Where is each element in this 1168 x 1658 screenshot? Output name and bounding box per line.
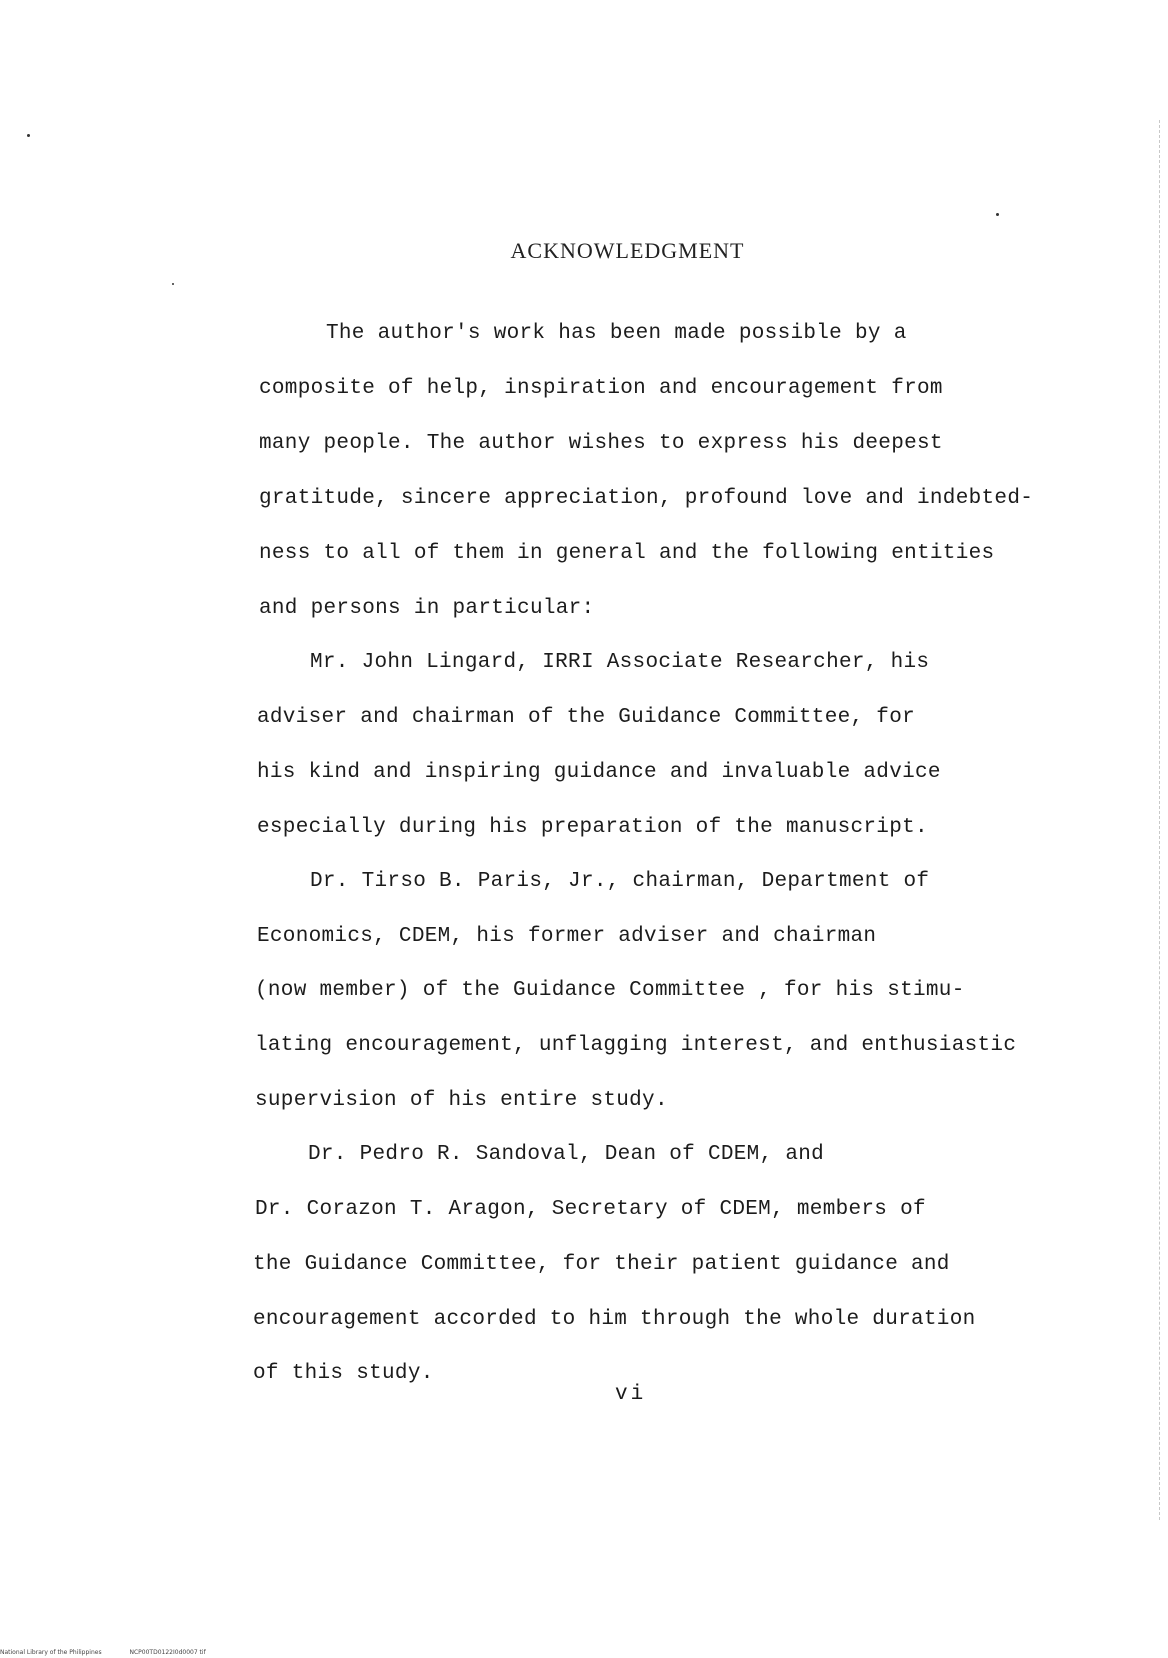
body-line: (now member) of the Guidance Committee , for his stimu- xyxy=(255,979,965,1002)
body-line: encouragement accorded to him through the whole duration xyxy=(253,1308,976,1331)
footer-code: NCP00TD0122I0d0007 tif xyxy=(129,1649,206,1656)
body-line: The author's work has been made possible by a xyxy=(326,322,907,345)
body-line: the Guidance Committee, for their patient guidance and xyxy=(253,1253,950,1276)
body-line: many people. The author wishes to express his deepest xyxy=(259,432,943,455)
speck xyxy=(996,213,999,216)
body-line: and persons in particular: xyxy=(259,597,595,620)
scan-footer xyxy=(0,1649,206,1656)
body-line: gratitude, sincere appreciation, profound love and indebted- xyxy=(259,487,1034,510)
body-line: adviser and chairman of the Guidance Committee, for xyxy=(257,706,916,729)
body-line: supervision of his entire study. xyxy=(255,1089,668,1112)
body-line: especially during his preparation of the manuscript. xyxy=(257,816,928,839)
body-line: Mr. John Lingard, IRRI Associate Researcher, his xyxy=(310,651,930,674)
body-line: his kind and inspiring guidance and invaluable advice xyxy=(257,761,941,784)
footer-library: National Library of the Philippines xyxy=(0,1649,102,1656)
speck xyxy=(27,134,30,137)
body-line: Dr. Tirso B. Paris, Jr., chairman, Department of xyxy=(310,870,930,893)
body-line: composite of help, inspiration and encouragement from xyxy=(259,377,943,400)
scan-edge xyxy=(1159,120,1160,1520)
body-line: lating encouragement, unflagging interest, and enthusiastic xyxy=(255,1034,1017,1057)
body-line: Economics, CDEM, his former adviser and chairman xyxy=(257,925,877,948)
page-number: vi xyxy=(615,1383,647,1406)
body-line: of this study. xyxy=(253,1362,434,1385)
body-line: Dr. Corazon T. Aragon, Secretary of CDEM, members of xyxy=(255,1198,926,1221)
body-line: Dr. Pedro R. Sandoval, Dean of CDEM, and xyxy=(308,1143,825,1166)
body-line: ness to all of them in general and the following entities xyxy=(259,542,995,565)
page-title: ACKNOWLEDGMENT xyxy=(510,238,745,263)
speck xyxy=(172,283,174,285)
